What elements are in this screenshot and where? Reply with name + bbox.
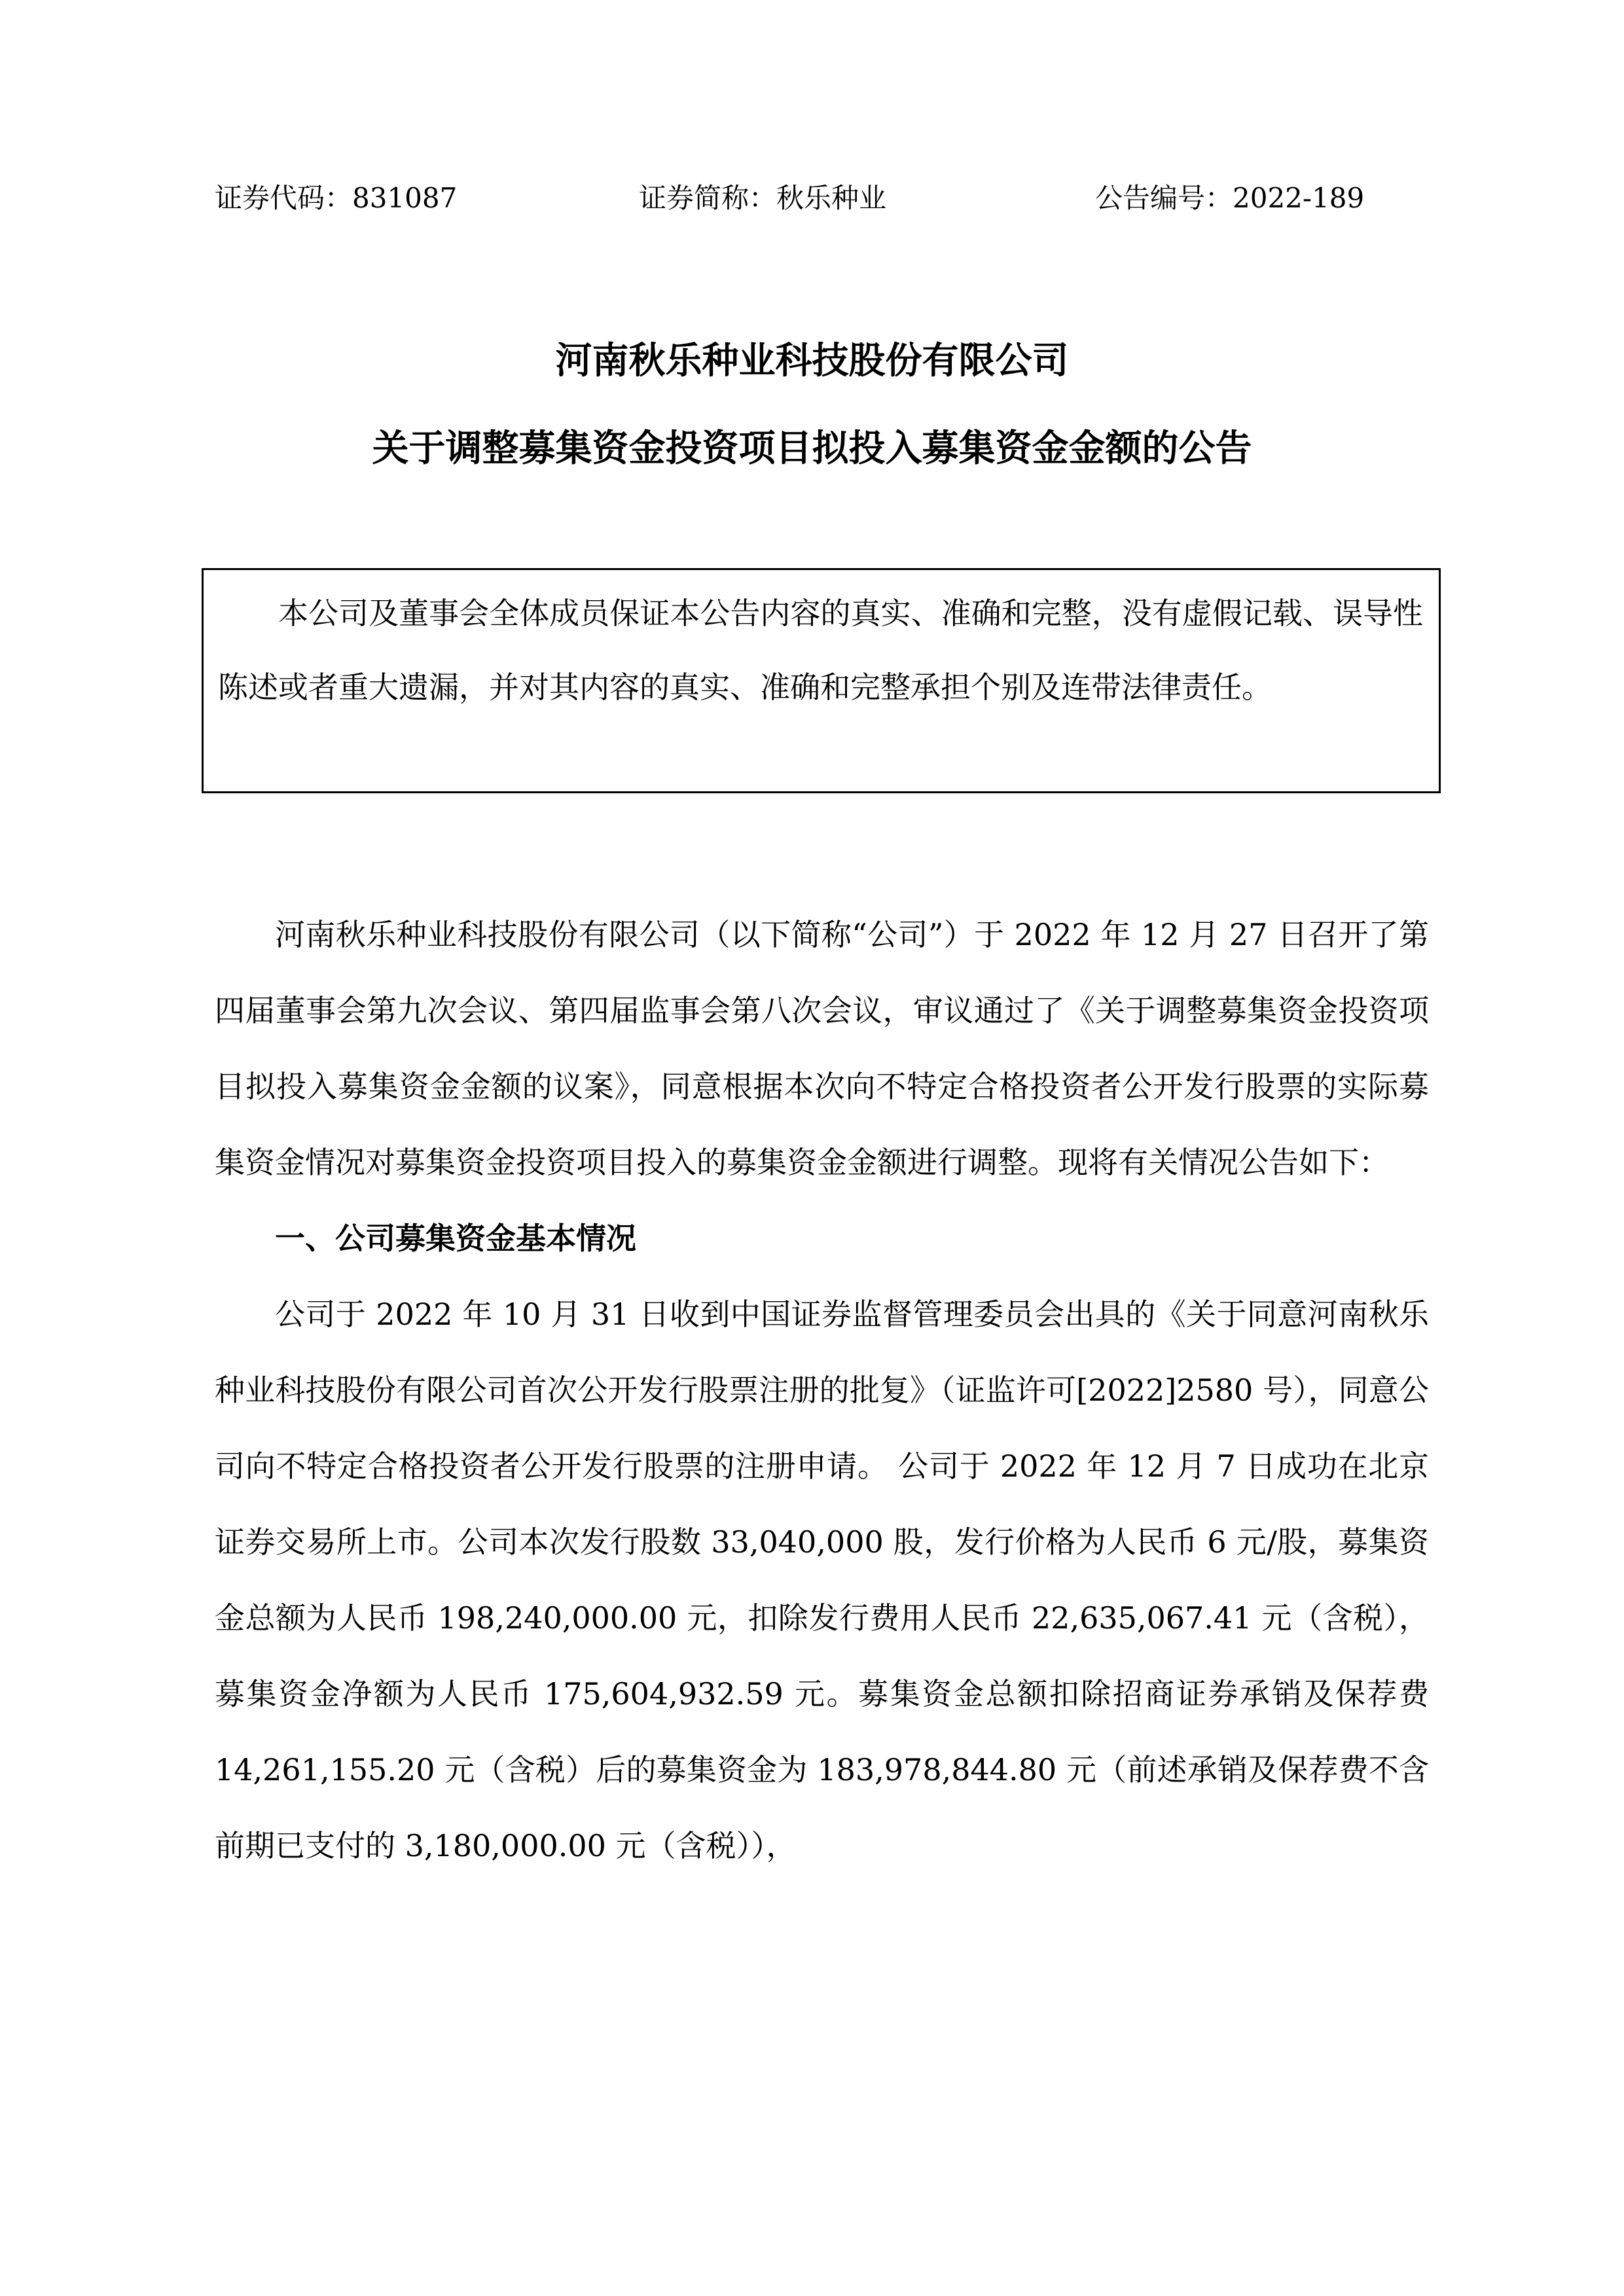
company-title: 河南秋乐种业科技股份有限公司 <box>555 340 1069 382</box>
board-guarantee-notice: 本公司及董事会全体成员保证本公告内容的真实、准确和完整，没有虚假记载、误导性陈述或者重大遗漏，并对其内容的真实、准确和完整承担个别及连带法律责任。 <box>202 568 1441 793</box>
announcement-body <box>215 897 1429 1884</box>
announcement-title: 关于调整募集资金投资项目拟投入募集资金金额的公告 <box>372 427 1252 470</box>
intro-paragraph: 河南秋乐种业科技股份有限公司（以下简称“公司”）于 2022 年 12 月 27 日召开了第四届董事会第九次会议、第四届监事会第八次会议，审议通过了《关于调整募集资金投资项目拟投入募集资金金额的议案》，同意根据本次向不特定合格投资者公开发行股票的实际募集资金情况对募集资金投资项目投入的募集资金金额进行调整。现将有关情况公告如下： <box>215 917 1429 1180</box>
security-code: 证券代码：831087 <box>215 182 458 214</box>
announcement-number: 公告编号：2022-189 <box>1095 182 1365 214</box>
document-header <box>215 175 1416 221</box>
section-heading: 一、公司募集资金基本情况 <box>275 1221 636 1256</box>
security-short-name: 证券简称：秋乐种业 <box>639 182 887 214</box>
fundraising-paragraph: 公司于 2022 年 10 月 31 日收到中国证券监督管理委员会出具的《关于同意河南秋乐种业科技股份有限公司首次公开发行股票注册的批复》（证监许可[2022]2580 号），同意公司向不特定合格投资者公开发行股票的注册申请。 公司于 2022 年 12 月 7 日成功在北京证券交易所上市。公司本次发行股数 33,040,000 股，发行价格为人民币 6 元/股，募集资金总额为人民币 198,240,000.00 元，扣除发行费用人民币 22,635,067.41 元（含税）， 募集资金净额为人民币 175,604,932.59 元。募集资金总额扣除招商证券承销及保荐费 14,261,155.20 元（含税）后的募集资金为 183,978,844.80 元（前述承销及保荐费不含前期已支付的 3,180,000.00 元（含税））， <box>215 1297 1429 1863</box>
